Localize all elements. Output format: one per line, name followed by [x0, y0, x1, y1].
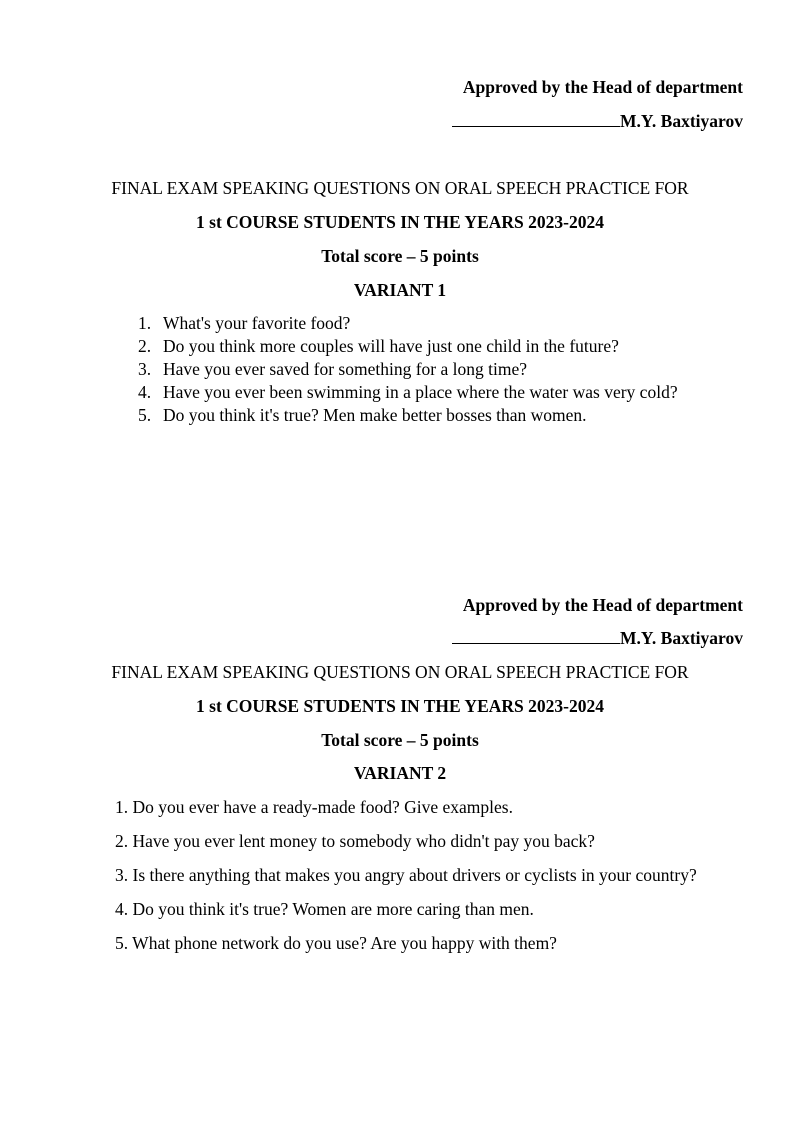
question-number: 4. — [138, 382, 152, 402]
signature-blank — [452, 111, 620, 127]
question-item: 4. Do you think it's true? Women are more caring than men. — [115, 899, 534, 919]
question-text: What's your favorite food? — [163, 313, 351, 333]
variant-heading: VARIANT 1 — [353, 280, 447, 300]
exam-title: FINAL EXAM SPEAKING QUESTIONS ON ORAL SPEECH PRACTICE FOR — [111, 662, 689, 682]
question-item: 3. Is there anything that makes you angry about drivers or cyclists in your country? — [115, 865, 697, 885]
question-text: Have you ever saved for something for a long time? — [163, 359, 527, 379]
signature-line — [452, 111, 743, 131]
question-number: 1. — [138, 313, 152, 333]
question-text: Have you ever been swimming in a place where the water was very cold? — [163, 382, 678, 402]
question-text: Do you think it's true? Men make better bosses than women. — [163, 405, 587, 425]
question-list — [138, 313, 678, 428]
course-line: 1 st COURSE STUDENTS IN THE YEARS 2023-2024 — [196, 696, 604, 716]
question-number: 3. — [138, 359, 152, 379]
question-item: 2. Have you ever lent money to somebody who didn't pay you back? — [115, 831, 595, 851]
question-item: 1. Do you ever have a ready-made food? Give examples. — [115, 797, 513, 817]
question-number: 2. — [138, 336, 152, 356]
question-item — [138, 382, 678, 405]
question-item — [138, 336, 678, 359]
question-text: Do you think more couples will have just one child in the future? — [163, 336, 619, 356]
total-score: Total score – 5 points — [321, 730, 479, 750]
signatory-name: M.Y. Baxtiyarov — [620, 111, 743, 131]
total-score: Total score – 5 points — [321, 246, 479, 266]
question-item — [138, 313, 678, 336]
signature-blank — [452, 628, 620, 644]
approval-heading: Approved by the Head of department — [462, 595, 743, 615]
question-number: 5. — [138, 405, 152, 425]
exam-title: FINAL EXAM SPEAKING QUESTIONS ON ORAL SPEECH PRACTICE FOR — [111, 178, 689, 198]
question-item: 5. What phone network do you use? Are you happy with them? — [115, 933, 557, 953]
signatory-name: M.Y. Baxtiyarov — [620, 628, 743, 648]
signature-line — [452, 628, 743, 648]
question-item — [138, 359, 678, 382]
question-item — [138, 405, 678, 428]
variant-heading: VARIANT 2 — [353, 763, 447, 783]
approval-heading: Approved by the Head of department — [462, 77, 743, 97]
course-line: 1 st COURSE STUDENTS IN THE YEARS 2023-2024 — [196, 212, 604, 232]
